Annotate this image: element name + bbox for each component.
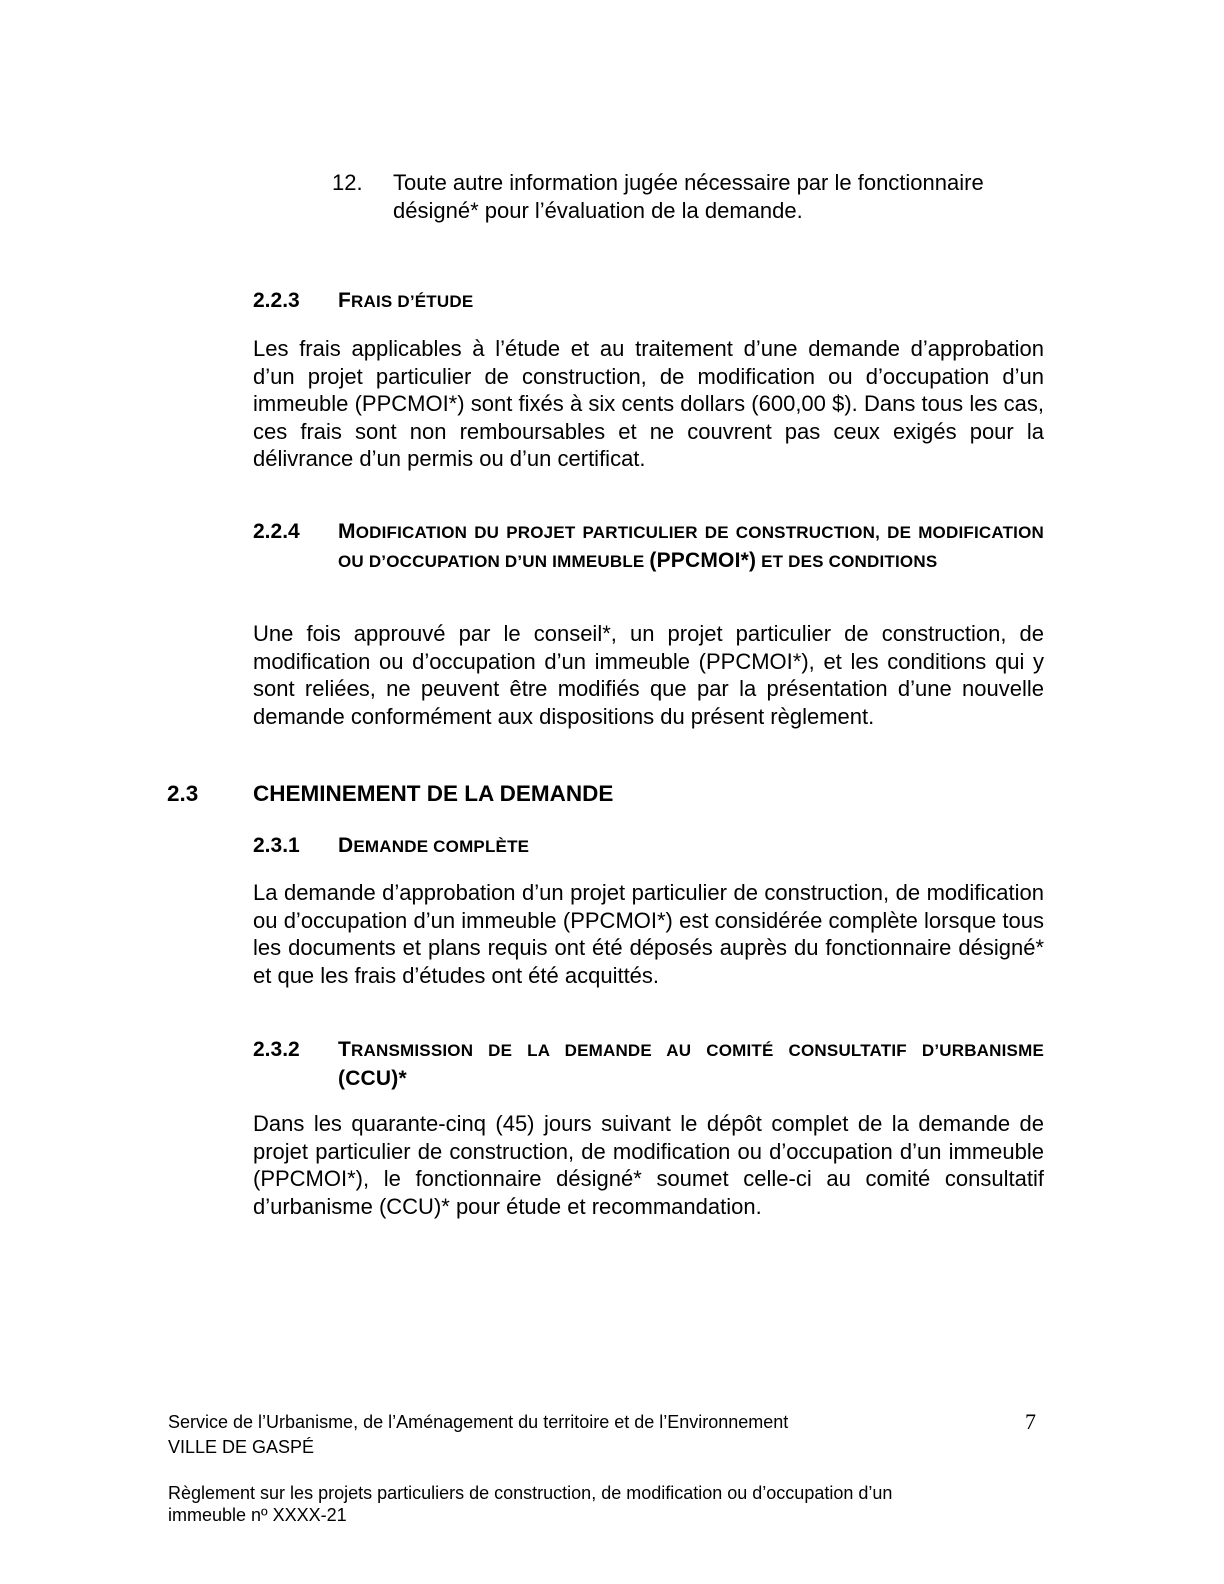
- page-number: 7: [1025, 1409, 1036, 1434]
- footer-city: VILLE DE GASPÉ: [168, 1437, 315, 1457]
- heading-number: 2.3.2: [253, 1038, 300, 1061]
- heading-number: 2.2.3: [253, 289, 300, 312]
- paragraph-frais-etude: Les frais applicables à l’étude et au traitement d’une demande d’approbation d’un projet particulier de construction, de modification ou d’occupation d’un immeuble (PPCMOI*) sont fixés à six cents dollars (600,00 $). Dans tous les cas, ces frais sont non remboursables et ne couvrent pas ceux exigés pour la délivrance d’un permis ou d’un certificat.: [253, 336, 1044, 471]
- footer-department: Service de l’Urbanisme, de l’Aménagement du territoire et de l’Environnement: [168, 1412, 789, 1432]
- heading-title: FRAIS D’ÉTUDE: [338, 289, 474, 312]
- heading-2-3-2: [253, 1036, 1044, 1093]
- heading-number: 2.2.4: [253, 520, 300, 543]
- paragraph-demande-complete: La demande d’approbation d’un projet particulier de construction, de modification ou d’occupation d’un immeuble (PPCMOI*) est considérée complète lorsque tous les documents et plans requis ont été déposés auprès du fonctionnaire désigné* et que les frais d’études ont été acquittés.: [253, 880, 1044, 988]
- paragraph-transmission: Dans les quarante-cinq (45) jours suivant le dépôt complet de la demande de projet particulier de construction, de modification ou d’occupation d’un immeuble (PPCMOI*), le fonctionnaire désigné* soumet celle-ci au comité consultatif d’urbanisme (CCU)* pour étude et recommandation.: [253, 1111, 1044, 1219]
- heading-2-3: [167, 779, 1044, 809]
- paragraph-modification: Une fois approuvé par le conseil*, un projet particulier de construction, de modification ou d’occupation d’un immeuble (PPCMOI*), et les conditions qui y sont reliées, ne peuvent être modifiés que par la présentation d’une nouvelle demande conformément aux dispositions du présent règlement.: [253, 621, 1044, 729]
- heading-title: DEMANDE COMPLÈTE: [338, 834, 530, 857]
- heading-2-3-1: [253, 832, 1044, 861]
- heading-title: MODIFICATION DU PROJET PARTICULIER DE CONSTRUCTION, DE MODIFICATION OU D’OCCUPATION D’UN IMMEUBLE (PPCMOI*) ET DES CONDITIONS: [338, 520, 1044, 572]
- list-item-number: 12.: [332, 170, 363, 195]
- footer-regulation-line-1: Règlement sur les projets particuliers de construction, de modification ou d’occupation d’un: [168, 1483, 893, 1503]
- footer-regulation-line-2: immeuble nº XXXX-21: [168, 1505, 347, 1525]
- list-item-text: Toute autre information jugée nécessaire par le fonctionnaire désigné* pour l’évaluation de la demande.: [393, 170, 984, 223]
- heading-2-2-3: [253, 287, 1044, 316]
- heading-title: CHEMINEMENT DE LA DEMANDE: [253, 781, 614, 806]
- list-item-12: [332, 169, 1044, 224]
- heading-number: 2.3.1: [253, 834, 300, 857]
- heading-2-2-4: [253, 518, 1044, 575]
- heading-number: 2.3: [167, 781, 199, 806]
- heading-title: TRANSMISSION DE LA DEMANDE AU COMITÉ CONSULTATIF D’URBANISME (CCU)*: [338, 1038, 1044, 1090]
